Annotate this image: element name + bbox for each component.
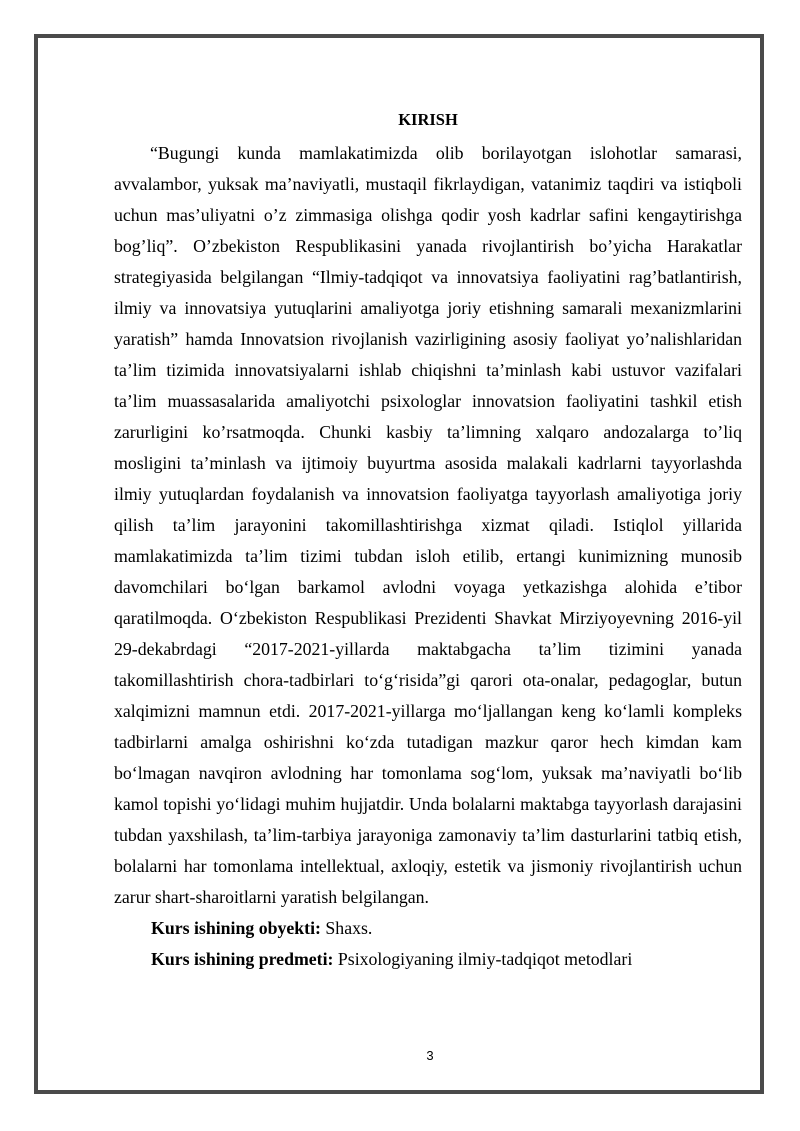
course-subject-label: Kurs ishining predmeti: [151, 949, 334, 969]
course-object-line [114, 913, 742, 944]
course-subject-line [114, 944, 742, 975]
course-subject-value: Psixologiyaning ilmiy-tadqiqot metodlari [333, 949, 633, 969]
page-number: 3 [426, 1048, 434, 1063]
course-object-label: Kurs ishining obyekti: [151, 918, 321, 938]
document-body [114, 106, 742, 975]
intro-paragraph: “Bugungi kunda mamlakatimizda olib borilayotgan islohotlar samarasi, avvalambor, yuksak ma’naviyatli, mustaqil fikrlaydigan, vatanimiz taqdiri va istiqboli uchun mas’uliyatni o’z zimmasiga olishga qodir yosh kadrlar safini kengaytirishga bog’liq”. O’zbekiston Respublikasini yanada rivojlantirish bo’yicha Harakatlar strategiyasida belgilangan “Ilmiy-tadqiqot va innovatsiya faoliyatini rag’batlantirish, ilmiy va innovatsiya yutuqlarini amaliyotga joriy etishning samarali mexanizmlarini yaratish” hamda Innovatsion rivojlanish vazirligining asosiy faoliyat yo’nalishlaridan ta’lim tizimida innovatsiyalarni ishlab chiqishni ta’minlash kabi ustuvor vazifalari ta’lim muassasalarida amaliyotchi psixologlar innovatsion faoliyatini tashkil etish zarurligini ko’rsatmoqda. Chunki kasbiy ta’limning xalqaro andozalarga to’liq mosligini ta’minlash va ijtimoiy buyurtma asosida malakali kadrlarni tayyorlashda ilmiy yutuqlardan foydalanish va innovatsion faoliyatga tayyorlash amaliyotiga joriy qilish ta’lim jarayonini takomillashtirishga xizmat qiladi. Istiqlol yillarida mamlakatimizda ta’lim tizimi tubdan isloh etilib, ertangi kunimizning munosib davomchilari bo‘lgan barkamol avlodni voyaga yetkazishga alohida e’tibor qaratilmoqda. O‘zbekiston Respublikasi Prezidenti Shavkat Mirziyoyevning 2016-yil 29-dekabrdagi “2017-2021-yillarda maktabgacha ta’lim tizimini yanada takomillashtirish chora-tadbirlari to‘g‘risida”gi qarori ota-onalar, pedagoglar, butun xalqimizni mamnun etdi. 2017-2021-yillarga mo‘ljallangan keng ko‘lamli kompleks tadbirlarni amalga oshirishni ko‘zda tutadigan mazkur qaror hech kimdan kam bo‘lmagan navqiron avlodning har tomonlama sog‘lom, yuksak ma’naviyatli bo‘lib kamol topishi yo‘lidagi muhim hujjatdir. Unda bolalarni maktabga tayyorlash darajasini tubdan yaxshilash, ta’lim-tarbiya jarayoniga zamonaviy ta’lim dasturlarini tatbiq etish, bolalarni har tomonlama intellektual, axloqiy, estetik va jismoniy rivojlantirish uchun zarur shart-sharoitlarni yaratish belgilangan. [114, 143, 742, 907]
page-title: KIRISH [398, 110, 458, 129]
course-object-value: Shaxs. [320, 918, 373, 938]
